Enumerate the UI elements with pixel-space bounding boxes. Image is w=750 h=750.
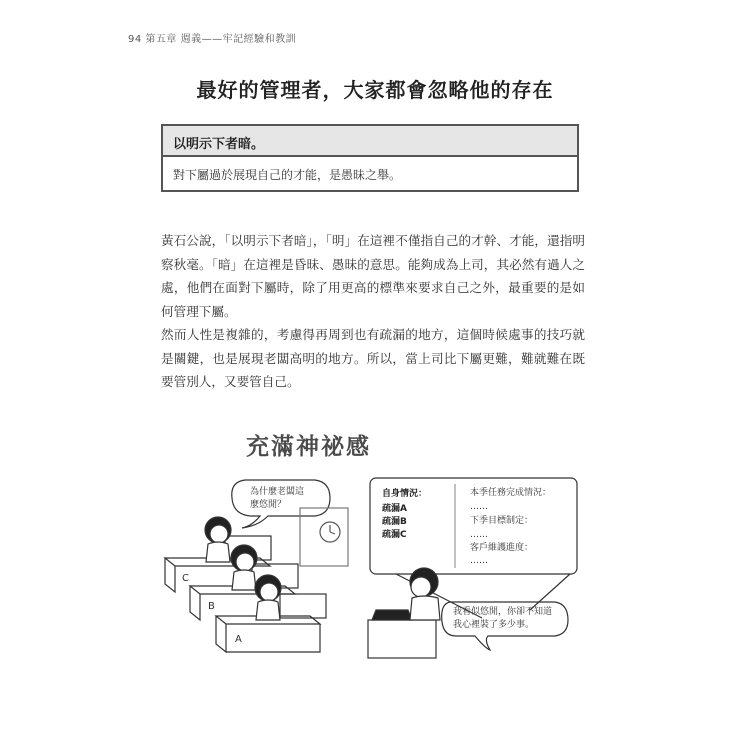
wall-panel xyxy=(300,508,348,566)
worker-bubble-line-1: 為什麼老闆這 xyxy=(250,487,305,497)
board-left-item-1: 疏漏A xyxy=(382,504,407,514)
worker-bubble-line-2: 麼悠閒？ xyxy=(250,500,287,510)
board-right-line-6: …… xyxy=(470,556,488,566)
quote-heading: 以明示下者暗。 xyxy=(163,126,577,157)
board-right-line-2: …… xyxy=(470,502,488,512)
board-right-line-1: 本季任務完成情況： xyxy=(470,488,552,498)
illustration-title: 充滿神祕感 xyxy=(246,434,371,460)
paragraph-1: 黃石公說，「以明示下者暗」，「明」在這裡不僅指自己的才幹、才能，還指明察秋毫。「暗」在這裡是昏昧、愚昧的意思。能夠成為上司，其必然有過人之處，他們在面對下屬時，除了用更高的標準來要求自己之外，最重要的是如何管理下屬。 xyxy=(161,233,585,319)
board-right-line-3: 下季目標制定： xyxy=(470,516,534,526)
quote-box xyxy=(161,124,579,192)
quote-translation: 對下屬過於展現自己的才能，是愚昧之舉。 xyxy=(173,168,402,182)
page-title: 最好的管理者，大家都會忽略他的存在 xyxy=(196,78,554,102)
desk-label-a: A xyxy=(235,634,242,645)
boss-bubble-line-2: 我心裡裝了多少事。 xyxy=(453,620,535,630)
cartoon-drawing xyxy=(150,470,590,670)
cartoon-illustration xyxy=(150,470,590,670)
paragraph-2: 然而人性是複雜的，考慮得再周到也有疏漏的地方，這個時候處事的技巧就是關鍵，也是展現老闆高明的地方。所以，當上司比下屬更難，難就難在既要管別人，又要管自己。 xyxy=(161,327,585,389)
board-left-item-2: 疏漏B xyxy=(382,517,407,527)
running-head: 94 第五章 週義——牢記經驗和教訓 xyxy=(128,34,297,45)
desk-label-b: B xyxy=(208,601,215,612)
board-right-line-5: 客戶維護進度： xyxy=(470,543,534,553)
boss-bubble-line-1: 我看似悠閒，你卻不知道 xyxy=(453,607,553,617)
boss-desk xyxy=(368,620,436,658)
desk-label-c: C xyxy=(182,573,189,584)
board-right-line-4: …… xyxy=(470,530,488,540)
board-left-heading: 自身情況： xyxy=(382,489,428,499)
board-left-item-3: 疏漏C xyxy=(382,530,407,540)
